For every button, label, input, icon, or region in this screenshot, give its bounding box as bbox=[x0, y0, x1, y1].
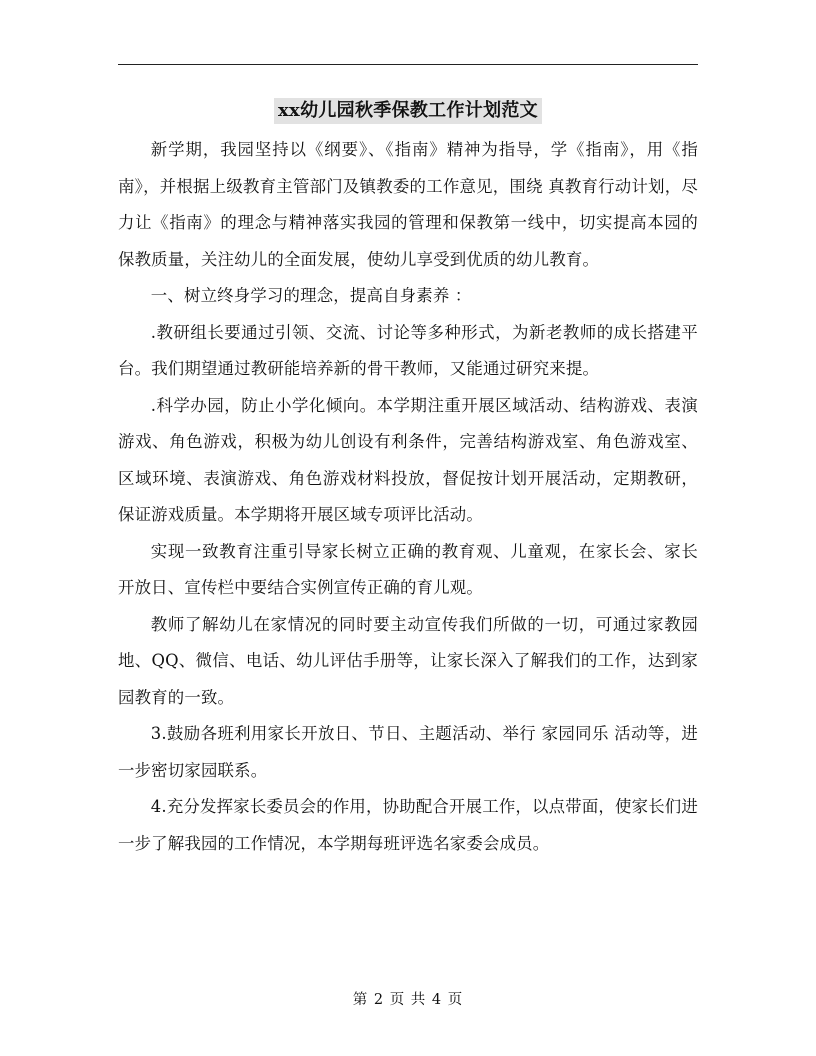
paragraph-consistent-education: 实现一致教育注重引导家长树立正确的教育观、儿童观，在家长会、家长开放日、宣传栏中要结合实例宣传正确的育儿观。 bbox=[118, 541, 698, 597]
paragraph-item-3: 3.鼓励各班利用家长开放日、节日、主题活动、举行 家园同乐 活动等，进一步密切家园联系。 bbox=[118, 724, 698, 780]
paragraph-scientific-management: .科学办园，防止小学化倾向。本学期注重开展区域活动、结构游戏、表演游戏、角色游戏，积极为幼儿创设有利条件，完善结构游戏室、角色游戏室、区域环境、表演游戏、角色游戏材料投放，督促按计划开展活动，定期教研，保证游戏质量。本学期将开展区域专项评比活动。 bbox=[118, 395, 698, 524]
paragraph-item-4: 4.充分发挥家长委员会的作用，协助配合开展工作，以点带面，使家长们进一步了解我园的工作情况，本学期每班评选名家委会成员。 bbox=[118, 797, 698, 853]
section-heading: 一、树立终身学习的理念，提高自身素养 ： bbox=[150, 286, 472, 305]
title-container bbox=[0, 98, 816, 124]
header-rule bbox=[118, 64, 698, 65]
paragraph-teacher-outreach: 教师了解幼儿在家情况的同时要主动宣传我们所做的一切，可通过家教园地、QQ、微信、电话、幼儿评估手册等，让家长深入了解我们的工作，达到家园教育的一致。 bbox=[118, 614, 698, 707]
paragraph-teaching-research: .教研组长要通过引领、交流、讨论等多种形式，为新老教师的成长搭建平台。我们期望通过教研能培养新的骨干教师，又能通过研究来提。 bbox=[118, 322, 698, 378]
document-body bbox=[118, 132, 698, 862]
document-title: xx幼儿园秋季保教工作计划范文 bbox=[274, 98, 542, 124]
paragraph-intro: 新学期，我园坚持以《纲要》、《指南》精神为指导，学《指南》，用《指南》，并根据上级教育主管部门及镇教委的工作意见，围绕 真教育行动计划，尽力让《指南》的理念与精神落实我园的管理和保教第一线中，切实提高本园的保教质量，关注幼儿的全面发展，使幼儿享受到优质的幼儿教育。 bbox=[118, 140, 698, 269]
page-number: 第 2 页 共 4 页 bbox=[352, 992, 464, 1008]
